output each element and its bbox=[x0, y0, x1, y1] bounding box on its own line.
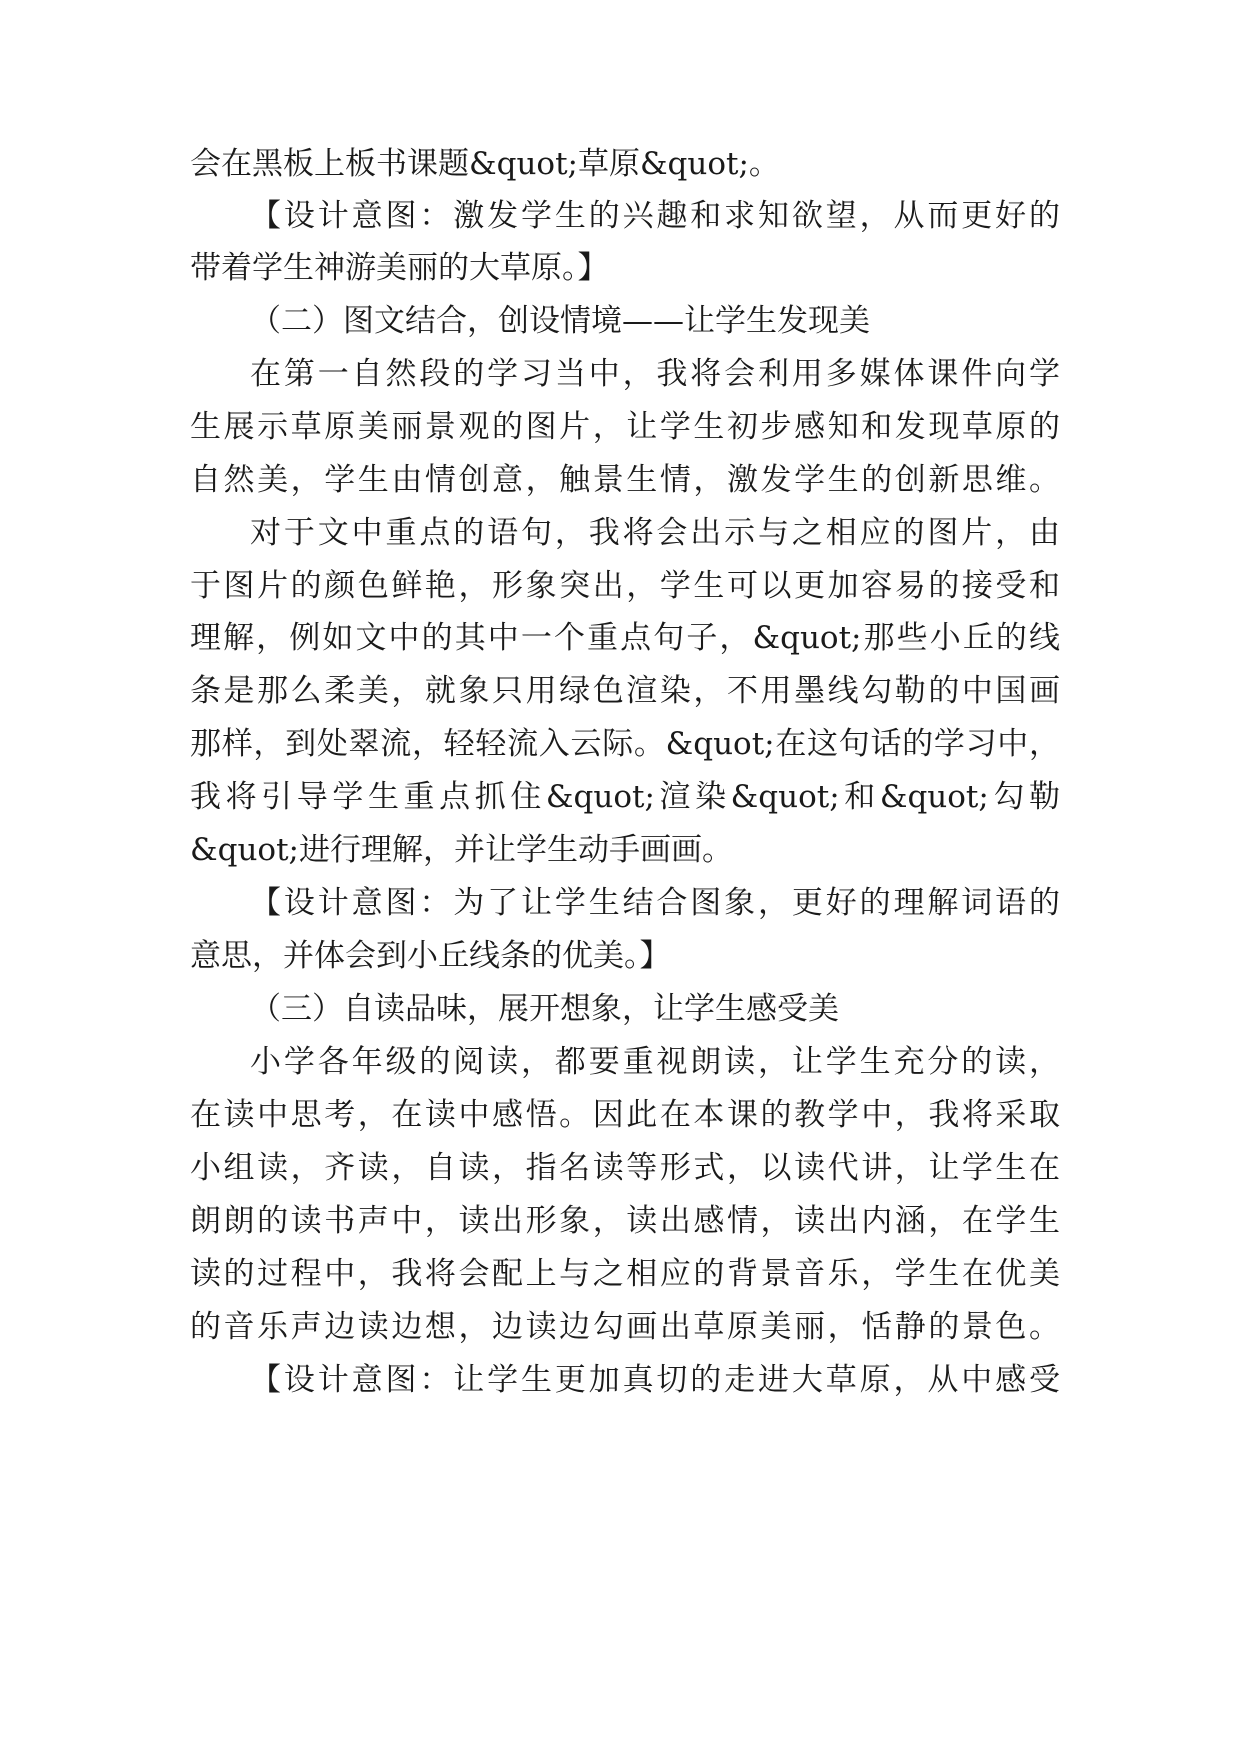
text-line: 我将引导学生重点抓住&quot;渲染&quot;和&quot;勾勒 bbox=[190, 779, 1060, 815]
text-line: 理解，例如文中的其中一个重点句子，&quot;那些小丘的线 bbox=[190, 620, 1060, 656]
text-line: &quot;进行理解，并让学生动手画画。 bbox=[190, 832, 733, 868]
text-line: 那样，到处翠流，轻轻流入云际。&quot;在这句话的学习中， bbox=[190, 726, 1060, 762]
text-line: 读的过程中，我将会配上与之相应的背景音乐，学生在优美 bbox=[190, 1256, 1060, 1292]
text-line: 条是那么柔美，就象只用绿色渲染，不用墨线勾勒的中国画 bbox=[190, 673, 1060, 709]
text-line: 在第一自然段的学习当中，我将会利用多媒体课件向学 bbox=[250, 356, 1060, 392]
text-line: 会在黑板上板书课题&quot;草原&quot;。 bbox=[190, 146, 780, 182]
design-intent-line: 【设计意图：激发学生的兴趣和求知欲望，从而更好的 bbox=[250, 198, 1060, 234]
design-intent-line: 【设计意图：让学生更加真切的走进大草原，从中感受 bbox=[250, 1362, 1060, 1398]
design-intent-line: 带着学生神游美丽的大草原。】 bbox=[190, 250, 609, 286]
text-line: 于图片的颜色鲜艳，形象突出，学生可以更加容易的接受和 bbox=[190, 568, 1060, 604]
text-line: 生展示草原美丽景观的图片，让学生初步感知和发现草原的 bbox=[190, 409, 1060, 445]
text-line: 朗朗的读书声中，读出形象，读出感情，读出内涵，在学生 bbox=[190, 1203, 1060, 1239]
text-line: 的音乐声边读边想，边读边勾画出草原美丽，恬静的景色。 bbox=[190, 1309, 1060, 1345]
design-intent-line: 意思，并体会到小丘线条的优美。】 bbox=[190, 938, 671, 974]
text-line: 自然美，学生由情创意，触景生情，激发学生的创新思维。 bbox=[190, 462, 1060, 498]
text-line: 小组读，齐读，自读，指名读等形式，以读代讲，让学生在 bbox=[190, 1150, 1060, 1186]
text-line: 在读中思考，在读中感悟。因此在本课的教学中，我将采取 bbox=[190, 1097, 1060, 1133]
section-heading: （二）图文结合，创设情境——让学生发现美 bbox=[250, 303, 870, 339]
text-line: 对于文中重点的语句，我将会出示与之相应的图片，由 bbox=[250, 515, 1060, 551]
text-line: 小学各年级的阅读，都要重视朗读，让学生充分的读， bbox=[250, 1044, 1060, 1080]
section-heading: （三）自读品味，展开想象，让学生感受美 bbox=[250, 991, 839, 1027]
design-intent-line: 【设计意图：为了让学生结合图象，更好的理解词语的 bbox=[250, 885, 1060, 921]
